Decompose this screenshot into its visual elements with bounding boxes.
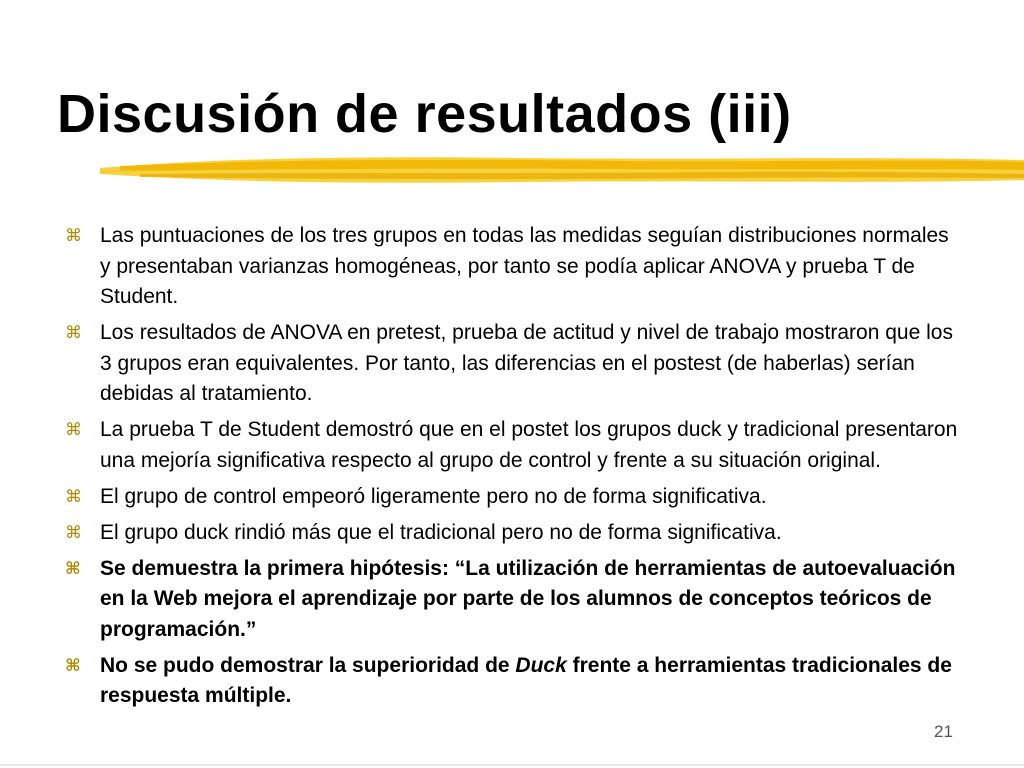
command-key-icon: ⌘ (65, 655, 81, 676)
bullet-text: La prueba T de Student demostró que en el postet los grupos duck y tradicional presentaron una mejoría significativa respecto al grupo de control y frente a su situación original. (100, 418, 958, 472)
bullet-item-hypothesis (64, 554, 964, 646)
bullet-text-emphasis: Duck (515, 653, 567, 677)
command-key-icon: ⌘ (65, 486, 82, 507)
bullet-list (64, 221, 964, 717)
command-key-icon: ⌘ (65, 420, 82, 440)
bullet-text: Los resultados de ANOVA en pretest, prueba de actitud y nivel de trabajo mostraron que los 3 grupos eran equivalentes. Por tanto, las diferencias en el postest (de haberlas) serían debidas al tratamiento. (100, 321, 953, 405)
slide-title: Discusión de resultados (iii) (57, 84, 792, 144)
bullet-item (64, 482, 964, 513)
bullet-text: Las puntuaciones de los tres grupos en todas las medidas seguían distribuciones normales y presentaban varianzas homogéneas, por tanto se podía aplicar ANOVA y prueba T de Student. (100, 224, 949, 308)
bullet-text-before: No se pudo demostrar la superioridad de (100, 653, 516, 677)
bullet-item-conclusion (64, 651, 964, 712)
command-key-icon: ⌘ (65, 522, 82, 543)
bullet-text-after: frente a herramientas tradicionales de respuesta múltiple. (100, 653, 952, 707)
bullet-item (64, 518, 964, 549)
bullet-item (64, 221, 964, 313)
title-underline-brush (100, 150, 1024, 188)
command-key-icon: ⌘ (65, 558, 81, 579)
bullet-text: El grupo de control empeoró ligeramente pero no de forma significativa. (100, 484, 767, 508)
bullet-item (64, 318, 964, 410)
bullet-text: El grupo duck rindió más que el tradicional pero no de forma significativa. (100, 520, 782, 544)
command-key-icon: ⌘ (65, 323, 82, 343)
bottom-divider (0, 764, 1024, 766)
bullet-text: Se demuestra la primera hipótesis: “La utilización de herramientas de autoevaluación en la Web mejora el aprendizaje por parte de los alumnos de conceptos teóricos de programación.” (100, 556, 956, 641)
bullet-item (64, 415, 964, 476)
command-key-icon: ⌘ (65, 226, 82, 246)
page-number: 21 (934, 722, 953, 741)
